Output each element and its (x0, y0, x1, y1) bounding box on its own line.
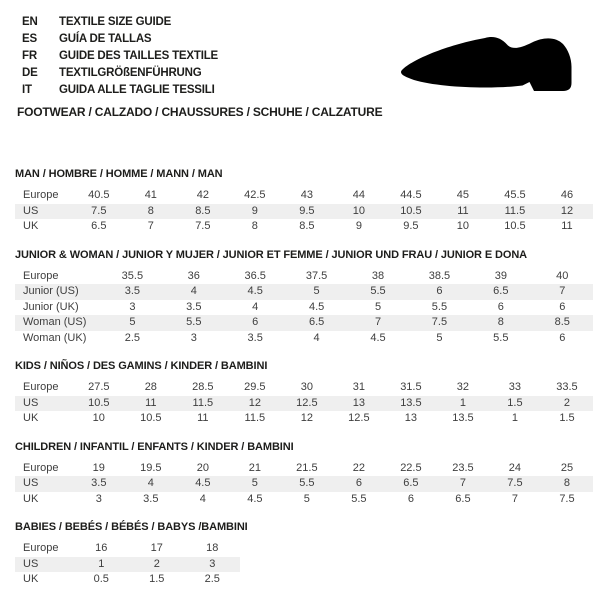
size-cell: 10 (456, 220, 470, 232)
size-cell: 7.5 (73, 204, 125, 220)
size-cell: 10 (92, 412, 105, 424)
size-cell: 21 (248, 461, 261, 474)
table-row (15, 411, 593, 427)
size-cell: 7 (511, 492, 518, 505)
language-row (22, 31, 218, 48)
size-cell: 44 (352, 189, 365, 201)
size-section-junior-woman (15, 249, 593, 347)
size-cell: 2 (541, 396, 593, 412)
size-cell: 17 (150, 542, 163, 554)
size-cell: 11 (197, 412, 209, 424)
section-title: CHILDREN / INFANTIL / ENFANTS / KINDER / BAMBINI (15, 440, 294, 453)
size-cell: 8 (470, 315, 531, 331)
size-cell: 5 (286, 284, 347, 300)
size-cell: 9 (355, 220, 362, 232)
size-cell: 11 (125, 396, 177, 412)
size-cell: 4 (313, 331, 320, 344)
row-label: UK (23, 573, 39, 585)
size-cell: 43 (300, 189, 313, 201)
language-code: FR (22, 50, 37, 62)
size-cell: 38.5 (428, 269, 451, 282)
size-cell: 6 (225, 315, 286, 331)
size-cell: 29.5 (244, 381, 266, 393)
section-title: MAN / HOMBRE / HOMME / MANN / MAN (15, 168, 223, 180)
size-cell: 5 (102, 315, 163, 331)
size-cell: 11 (561, 220, 573, 232)
section-title: BABIES / BEBÉS / BÉBÉS / BABYS /BAMBINI (15, 521, 248, 533)
size-cell: 3 (185, 557, 241, 573)
table-row (15, 219, 593, 235)
size-sections (15, 168, 593, 588)
size-cell: 4.5 (177, 476, 229, 492)
size-cell: 4 (163, 284, 224, 300)
size-cell: 45 (456, 189, 470, 201)
language-code: ES (22, 33, 37, 45)
size-cell: 27.5 (88, 381, 110, 393)
language-code: IT (22, 84, 32, 96)
size-cell: 6.5 (286, 315, 347, 331)
size-cell: 7.5 (409, 315, 470, 331)
size-cell: 33 (508, 381, 522, 393)
category-heading: FOOTWEAR / CALZADO / CHAUSSURES / SCHUHE / CALZATURE (17, 105, 383, 119)
size-cell: 7 (437, 476, 489, 492)
size-cell: 9.5 (403, 220, 419, 232)
size-cell: 35.5 (121, 269, 144, 282)
size-cell: 6 (497, 300, 504, 313)
size-cell: 6.5 (455, 492, 471, 505)
row-label: UK (23, 412, 39, 424)
size-cell: 6 (559, 331, 566, 344)
size-cell: 6 (407, 492, 414, 505)
size-cell: 13 (333, 396, 385, 412)
size-cell: 28.5 (192, 381, 214, 393)
size-cell: 1.5 (149, 573, 165, 585)
size-cell: 3 (95, 492, 102, 505)
size-cell: 16 (95, 542, 108, 554)
size-cell: 7.5 (489, 476, 541, 492)
size-cell: 5 (229, 476, 281, 492)
size-table-children (15, 461, 593, 508)
size-cell: 2.5 (204, 573, 220, 585)
table-row (15, 269, 593, 285)
size-cell: 7.5 (559, 492, 575, 505)
size-cell: 21.5 (296, 461, 318, 474)
size-cell: 39 (494, 269, 507, 282)
size-cell: 12.5 (348, 412, 370, 424)
row-label: US (15, 476, 73, 492)
size-cell: 5.5 (431, 300, 448, 313)
size-table-man (15, 188, 593, 235)
size-table-junior-woman (15, 269, 593, 347)
table-row (15, 557, 240, 573)
size-cell: 5.5 (163, 315, 224, 331)
size-cell: 3.5 (247, 331, 263, 344)
row-label: Europe (23, 269, 59, 282)
row-label: Europe (23, 461, 59, 474)
language-row (22, 65, 218, 82)
size-cell: 28 (144, 381, 157, 393)
size-cell: 8.5 (532, 315, 593, 331)
size-cell: 9 (229, 204, 281, 220)
size-cell: 19.5 (140, 461, 162, 474)
size-cell: 20 (196, 461, 209, 474)
row-label: Junior (US) (15, 284, 102, 300)
size-cell: 6 (333, 476, 385, 492)
size-cell: 10.5 (504, 220, 526, 232)
size-cell: 4.5 (247, 492, 263, 505)
row-label: UK (23, 492, 39, 505)
size-cell: 8 (251, 220, 258, 232)
size-cell: 5.5 (347, 284, 408, 300)
language-row (22, 14, 218, 31)
language-code: DE (22, 67, 38, 79)
size-cell: 36.5 (244, 269, 266, 282)
table-row (15, 315, 593, 331)
size-cell: 4 (199, 492, 206, 505)
size-section-children (15, 441, 593, 508)
size-cell: 11 (437, 204, 489, 220)
size-cell: 36 (187, 269, 200, 282)
size-cell: 5 (436, 331, 443, 344)
size-cell: 6.5 (91, 220, 107, 232)
language-label: GUIDA ALLE TAGLIE TESSILI (59, 84, 215, 96)
size-cell: 3.5 (186, 300, 202, 313)
dress-shoe-icon (399, 32, 579, 94)
table-row (15, 492, 593, 508)
size-cell: 13.5 (452, 412, 474, 424)
size-cell: 41 (144, 189, 157, 201)
size-cell: 4 (252, 300, 259, 313)
size-cell: 24 (508, 461, 522, 474)
section-title: KIDS / NIÑOS / DES GAMINS / KINDER / BAMBINI (15, 360, 268, 372)
size-section-man (15, 168, 593, 235)
size-cell: 7 (347, 315, 408, 331)
language-row (22, 82, 218, 99)
table-row (15, 461, 593, 477)
size-cell: 44.5 (400, 189, 422, 201)
table-row (15, 396, 593, 412)
size-cell: 10.5 (385, 204, 437, 220)
size-cell: 42 (196, 189, 209, 201)
row-label: UK (23, 220, 39, 232)
table-row (15, 476, 593, 492)
size-cell: 4.5 (370, 331, 386, 344)
size-cell: 4 (125, 476, 177, 492)
table-row (15, 204, 593, 220)
language-label: GUÍA DE TALLAS (59, 33, 152, 45)
language-label: TEXTILGRÖßENFÜHRUNG (59, 67, 202, 79)
size-cell: 11.5 (489, 204, 541, 220)
size-cell: 12 (229, 396, 281, 412)
size-cell: 10.5 (73, 396, 125, 412)
size-cell: 46 (560, 189, 574, 201)
size-cell: 30 (300, 381, 313, 393)
size-cell: 9.5 (281, 204, 333, 220)
row-label: US (15, 204, 73, 220)
size-cell: 5.5 (281, 476, 333, 492)
size-cell: 22.5 (400, 461, 422, 474)
size-cell: 12 (300, 412, 313, 424)
size-cell: 31.5 (400, 381, 422, 393)
size-cell: 0.5 (93, 573, 109, 585)
size-cell: 5.5 (493, 331, 509, 344)
size-cell: 8 (125, 204, 177, 220)
size-cell: 25 (560, 461, 574, 474)
size-cell: 4.5 (225, 284, 286, 300)
language-label: GUIDE DES TAILLES TEXTILE (59, 50, 218, 62)
size-cell: 8 (541, 476, 593, 492)
table-row (15, 572, 240, 588)
size-cell: 40 (556, 269, 569, 282)
row-label: Junior (UK) (23, 300, 79, 313)
size-cell: 13.5 (385, 396, 437, 412)
row-label: Europe (23, 381, 59, 393)
size-cell: 23.5 (452, 461, 474, 474)
size-cell: 7 (147, 220, 154, 232)
size-cell: 7.5 (195, 220, 211, 232)
size-table-babies (15, 541, 240, 588)
size-cell: 45.5 (504, 189, 526, 201)
size-cell: 8.5 (177, 204, 229, 220)
language-list (22, 14, 218, 99)
size-cell: 6.5 (385, 476, 437, 492)
size-cell: 6 (409, 284, 470, 300)
size-cell: 13 (404, 412, 418, 424)
size-cell: 33.5 (556, 381, 578, 393)
size-cell: 1 (74, 557, 130, 573)
size-cell: 7 (532, 284, 593, 300)
language-code: EN (22, 16, 38, 28)
size-cell: 1.5 (559, 412, 575, 424)
size-cell: 22 (352, 461, 365, 474)
size-cell: 32 (456, 381, 470, 393)
size-cell: 5 (374, 300, 382, 313)
size-cell: 5 (303, 492, 310, 505)
size-cell: 3.5 (143, 492, 159, 505)
size-cell: 11.5 (177, 396, 229, 412)
size-cell: 12.5 (281, 396, 333, 412)
table-row (15, 541, 240, 557)
language-row (22, 48, 218, 65)
table-row (15, 188, 593, 204)
size-cell: 18 (206, 542, 219, 554)
size-cell: 1 (511, 412, 518, 424)
size-cell: 3 (190, 331, 197, 344)
size-cell: 38 (371, 269, 385, 282)
size-cell: 1 (437, 396, 489, 412)
size-cell: 5.5 (351, 492, 367, 505)
size-cell: 19 (92, 461, 105, 474)
table-row (15, 300, 593, 316)
size-cell: 3.5 (73, 476, 125, 492)
section-title: JUNIOR & WOMAN / JUNIOR Y MUJER / JUNIOR ET FEMME / JUNIOR UND FRAU / JUNIOR E DONA (15, 248, 528, 261)
size-cell: 10.5 (140, 412, 162, 424)
size-cell: 2.5 (124, 331, 141, 344)
size-cell: 31 (352, 381, 365, 393)
size-cell: 10 (333, 204, 385, 220)
row-label: US (15, 396, 73, 412)
size-cell: 4.5 (308, 300, 325, 313)
size-cell: 6.5 (470, 284, 531, 300)
size-cell: 2 (129, 557, 185, 573)
language-label: TEXTILE SIZE GUIDE (59, 16, 172, 28)
size-cell: 40.5 (88, 189, 110, 201)
size-cell: 3 (129, 300, 136, 313)
size-table-kids (15, 380, 593, 427)
table-row (15, 284, 593, 300)
table-row (15, 331, 593, 347)
size-cell: 12 (541, 204, 593, 220)
size-cell: 1.5 (489, 396, 541, 412)
row-label: Europe (23, 189, 59, 201)
size-cell: 3.5 (102, 284, 163, 300)
size-cell: 8.5 (299, 220, 315, 232)
row-label: Europe (23, 542, 59, 554)
size-cell: 6 (559, 300, 566, 313)
size-section-babies (15, 521, 593, 588)
size-cell: 37.5 (305, 269, 328, 282)
row-label: Woman (US) (15, 315, 102, 331)
size-cell: 42.5 (244, 189, 266, 201)
row-label: Woman (UK) (23, 331, 87, 344)
size-section-kids (15, 360, 593, 427)
row-label: US (15, 557, 74, 573)
table-row (15, 380, 593, 396)
size-cell: 11.5 (244, 412, 266, 424)
